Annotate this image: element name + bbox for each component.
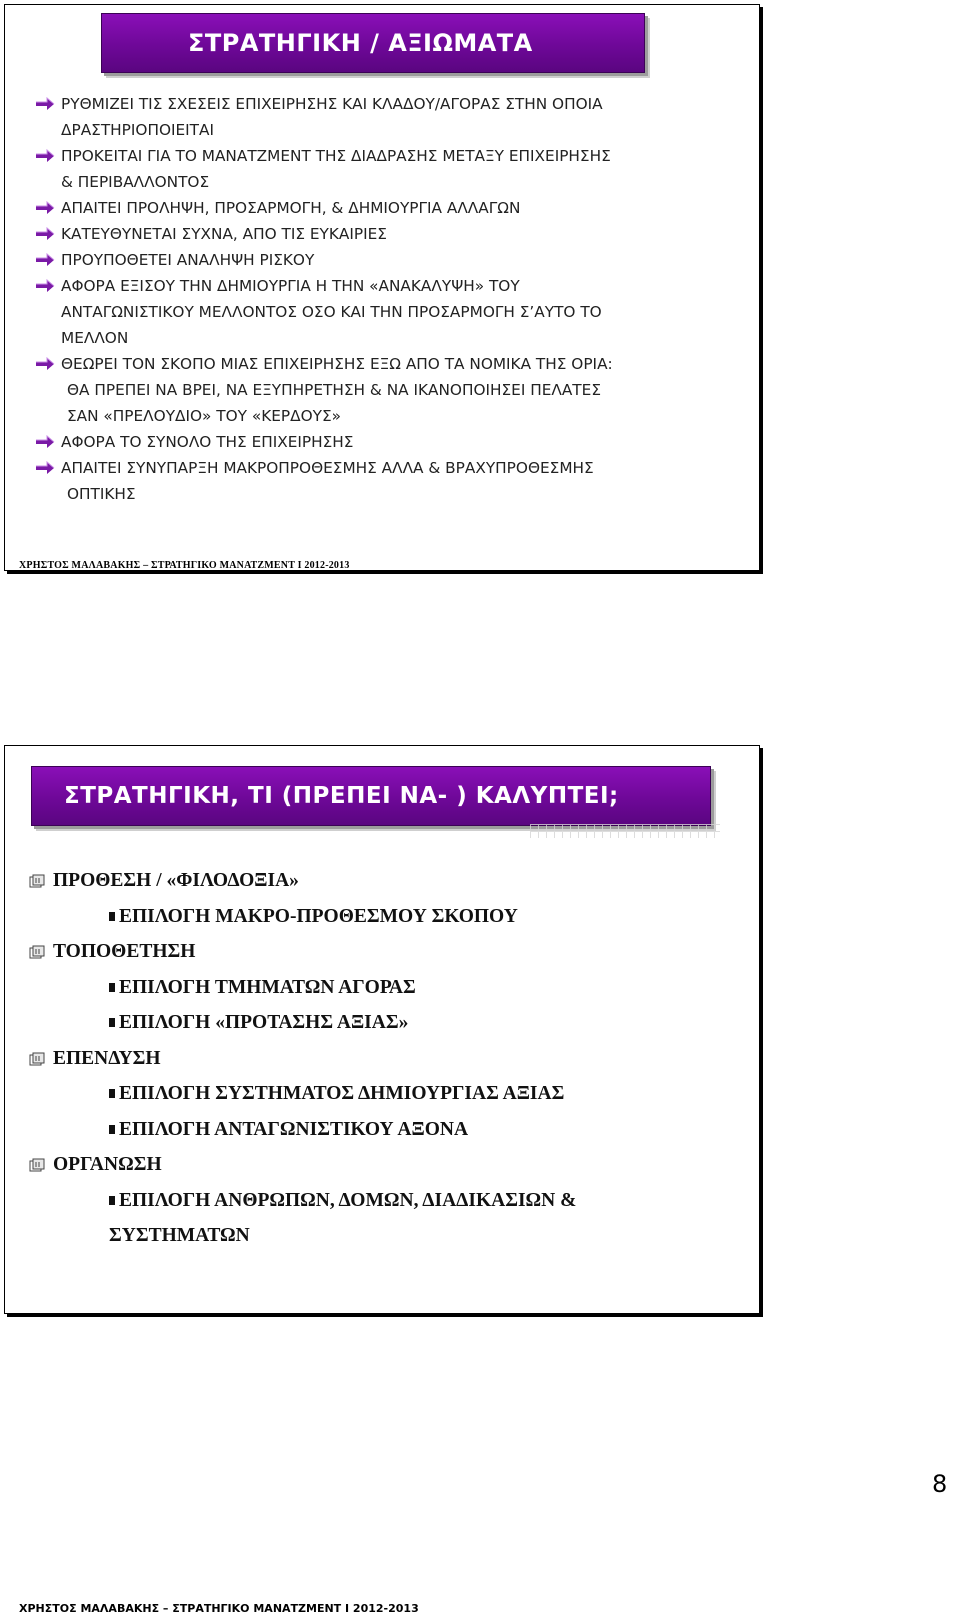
sub-item-text: ΕΠΙΛΟΓΗ ΜΑΚΡΟ-ΠΡΟΘΕΣΜΟΥ ΣΚΟΠΟΥ (119, 905, 518, 927)
section-heading (25, 1147, 745, 1183)
item-text: ΑΦΟΡΑ ΤΟ ΣΥΝΟΛΟ ΤΗΣ ΕΠΙΧΕΙΡΗΣΗΣ (61, 433, 354, 451)
slide-strategy-coverage (4, 745, 760, 1615)
sub-item-text: ΕΠΙΛΟΓΗ ΑΝΤΑΓΩΝΙΣΤΙΚΟΥ ΑΞΟΝΑ (119, 1118, 469, 1140)
section-heading-text: ΠΡΟΘΕΣΗ / «ΦΙΛΟΔΟΞΙΑ» (53, 870, 299, 891)
item-text-cont: & ΠΕΡΙΒΑΛΛΟΝΤΟΣ (61, 173, 210, 191)
slide-title: ΣΤΡΑΤΗΓΙΚΗ, ΤΙ (ΠΡΕΠΕΙ ΝΑ- ) ΚΑΛΥΠΤΕΙ; (64, 783, 619, 809)
item-text: ΘΕΩΡΕΙ ΤΟΝ ΣΚΟΠΟ ΜΙΑΣ ΕΠΙΧΕΙΡΗΣΗΣ ΕΞΩ ΑΠΟ ΤΑ ΝΟΜΙΚΑ ΤΗΣ ΟΡΙΑ: (61, 355, 613, 373)
list-item (31, 273, 751, 351)
sub-item (25, 1076, 745, 1112)
sub-item-continuation: ΣΥΣΤΗΜΑΤΩΝ (109, 1225, 250, 1246)
arrow-bullet-icon (35, 461, 55, 475)
list-item (31, 195, 751, 221)
axioms-list (31, 91, 751, 507)
list-item (31, 221, 751, 247)
square-bullet-icon (109, 912, 115, 921)
list-item (31, 247, 751, 273)
sub-item-text: ΕΠΙΛΟΓΗ ΤΜΗΜΑΤΩΝ ΑΓΟΡΑΣ (119, 976, 416, 998)
sub-item-text: ΕΠΙΛΟΓΗ ΣΥΣΤΗΜΑΤΟΣ ΔΗΜΙΟΥΡΓΙΑΣ ΑΞΙΑΣ (119, 1083, 565, 1104)
item-text: ΑΠΑΙΤΕΙ ΣΥΝΥΠΑΡΞΗ ΜΑΚΡΟΠΡΟΘΕΣΜΗΣ ΑΛΛΑ & ΒΡΑΧΥΠΡΟΘΕΣΜΗΣ (61, 459, 594, 477)
arrow-bullet-icon (35, 357, 55, 371)
list-item (31, 143, 751, 195)
item-text: ΚΑΤΕΥΘΥΝΕΤΑΙ ΣΥΧΝΑ, ΑΠΟ ΤΙΣ ΕΥΚΑΙΡΙΕΣ (61, 225, 387, 243)
item-text: ΠΡΟΚΕΙΤΑΙ ΓΙΑ ΤΟ ΜΑΝΑΤΖΜΕΝΤ ΤΗΣ ΔΙΑΔΡΑΣΗΣ ΜΕΤΑΞΥ ΕΠΙΧΕΙΡΗΣΗΣ (61, 147, 611, 165)
sub-item (25, 1112, 745, 1148)
sub-item-text: ΕΠΙΛΟΓΗ ΑΝΘΡΩΠΩΝ, ΔΟΜΩΝ, ΔΙΑΔΙΚΑΣΙΩΝ & (119, 1189, 577, 1211)
sub-item (25, 1005, 745, 1041)
square-bullet-icon (109, 1125, 115, 1134)
item-text-cont: ΑΝΤΑΓΩΝΙΣΤΙΚΟΥ ΜΕΛΛΟΝΤΟΣ ΟΣΟ ΚΑΙ ΤΗΝ ΠΡΟΣΑΡΜΟΓΗ Σ’ΑΥΤΟ ΤΟ (61, 303, 602, 321)
item-text: ΑΠΑΙΤΕΙ ΠΡΟΛΗΨΗ, ΠΡΟΣΑΡΜΟΓΗ, & ΔΗΜΙΟΥΡΓΙΑ ΑΛΛΑΓΩΝ (61, 199, 521, 217)
item-text-cont: ΜΕΛΛΟΝ (61, 329, 129, 347)
item-text: ΡΥΘΜΙΖΕΙ ΤΙΣ ΣΧΕΣΕΙΣ ΕΠΙΧΕΙΡΗΣΗΣ ΚΑΙ ΚΛΑΔΟΥ/ΑΓΟΡΑΣ ΣΤΗΝ ΟΠΟΙΑ (61, 95, 603, 113)
square-bullet-icon (109, 1018, 115, 1027)
item-text: ΠΡΟΥΠΟΘΕΤΕΙ ΑΝΑΛΗΨΗ ΡΙΣΚΟΥ (61, 251, 315, 269)
item-text-cont: ΘΑ ΠΡΕΠΕΙ ΝΑ ΒΡΕΙ, ΝΑ ΕΞΥΠΗΡΕΤΗΣΗ & ΝΑ ΙΚΑΝΟΠΟΙΗΣΕΙ ΠΕΛΑΤΕΣ (67, 381, 601, 399)
list-item (31, 455, 751, 507)
arrow-bullet-icon (35, 97, 55, 111)
square-bullet-icon (109, 1089, 115, 1098)
section-heading-text: ΤΟΠΟΘΕΤΗΣΗ (53, 941, 196, 962)
section-heading (25, 934, 745, 970)
item-text: ΑΦΟΡΑ ΕΞΙΣΟΥ ΤΗΝ ΔΗΜΙΟΥΡΓΙΑ Η ΤΗΝ «ΑΝΑΚΑΛΥΨΗ» ΤΟΥ (61, 277, 520, 295)
slide-title-banner (31, 766, 711, 826)
slide-title: ΣΤΡΑΤΗΓΙΚΗ / ΑΞΙΩΜΑΤΑ (188, 29, 533, 57)
slide-title-banner (101, 13, 645, 73)
item-text-cont: ΣΑΝ «ΠΡΕΛΟΥΔΙΟ» ΤΟΥ «ΚΕΡΔΟΥΣ» (67, 407, 342, 425)
arrow-bullet-icon (35, 201, 55, 215)
section-heading-text: ΕΠΕΝΔΥΣΗ (53, 1047, 161, 1069)
section-heading (25, 863, 745, 899)
slide-footer: ΧΡΗΣΤΟΣ ΜΑΛΑΒΑΚΗΣ – ΣΤΡΑΤΗΓΙΚΟ ΜΑΝΑΤΖΜΕΝΤ Ι 2012-2013 (19, 560, 350, 571)
sub-item (25, 899, 745, 935)
item-text-cont: ΟΠΤΙΚΗΣ (67, 485, 136, 503)
list-item (31, 91, 751, 143)
arrow-bullet-icon (35, 253, 55, 267)
open-box-bullet-icon (29, 1158, 47, 1172)
arrow-bullet-icon (35, 435, 55, 449)
coverage-list (25, 863, 745, 1254)
page-number: 8 (932, 1470, 948, 1498)
list-item (31, 429, 751, 455)
arrow-bullet-icon (35, 279, 55, 293)
list-item (31, 351, 751, 429)
item-text-cont: ΔΡΑΣΤΗΡΙΟΠΟΙΕΙΤΑΙ (61, 121, 214, 139)
sub-item (25, 970, 745, 1006)
arrow-bullet-icon (35, 227, 55, 241)
decorative-grid (530, 824, 720, 838)
sub-item (25, 1183, 745, 1219)
open-box-bullet-icon (29, 945, 47, 959)
open-box-bullet-icon (29, 874, 47, 888)
slide-footer: ΧΡΗΣΤΟΣ ΜΑΛΑΒΑΚΗΣ – ΣΤΡΑΤΗΓΙΚΟ ΜΑΝΑΤΖΜΕΝΤ Ι 2012-2013 (19, 1602, 419, 1615)
section-heading-text: ΟΡΓΑΝΩΣΗ (53, 1154, 162, 1175)
sub-item-text: ΕΠΙΛΟΓΗ «ΠΡΟΤΑΣΗΣ ΑΞΙΑΣ» (119, 1012, 409, 1033)
section-heading (25, 1041, 745, 1077)
open-box-bullet-icon (29, 1052, 47, 1066)
arrow-bullet-icon (35, 149, 55, 163)
slide-strategy-axioms (4, 4, 760, 571)
square-bullet-icon (109, 1196, 115, 1205)
square-bullet-icon (109, 983, 115, 992)
